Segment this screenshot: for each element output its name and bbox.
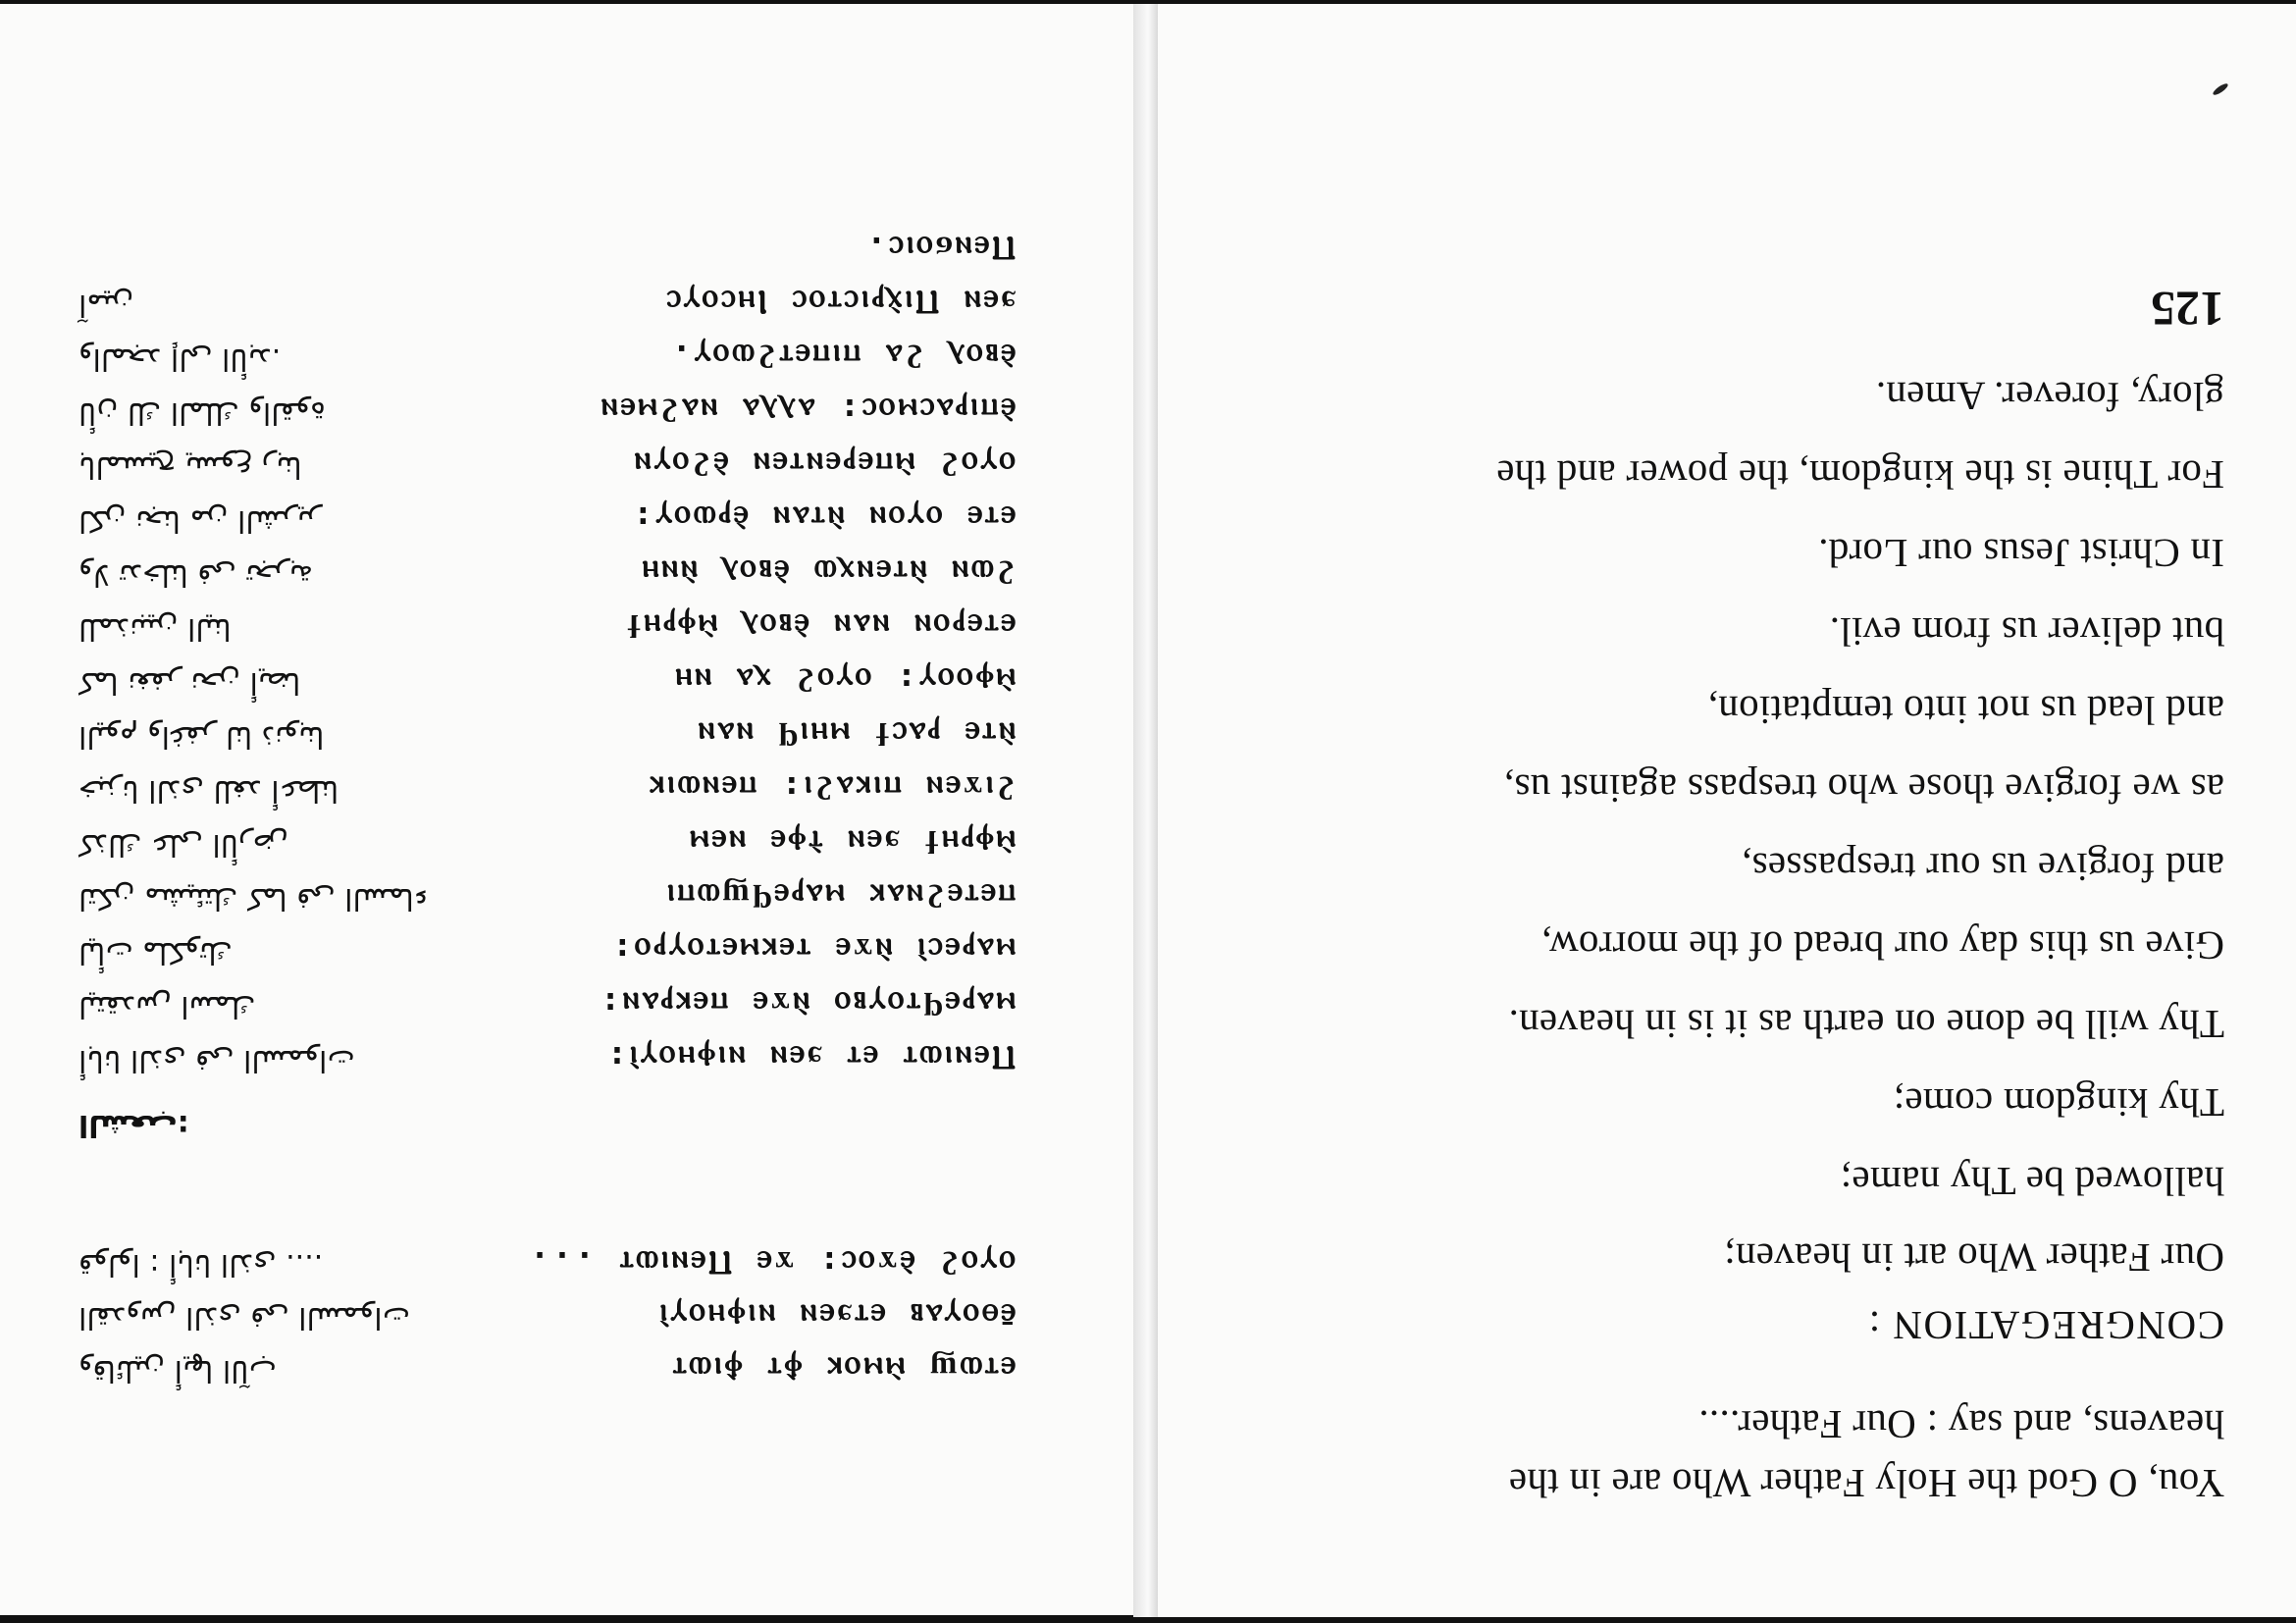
coptic-line: ⲟⲩⲟϩ ⲙ̀ⲡⲉⲣⲉⲛⲧⲉⲛ ⲉ̀ϩⲟⲩⲛ <box>631 445 1016 484</box>
arabic-line: ليأت ملكوتك <box>78 935 233 969</box>
arabic-line: لتكن مشيئتك كما فى السماء <box>78 881 428 916</box>
english-intro-line-1: You, O God the Holy Father Who are in the <box>1508 1461 2224 1506</box>
arabic-heading: الشعب: <box>78 1108 189 1142</box>
prayer-line: but deliver us from evil. <box>1829 609 2224 654</box>
prayer-line: Our Father Who art in heaven; <box>1723 1235 2224 1281</box>
arabic-line: بالمسيح يسوع ربنا <box>78 449 302 484</box>
coptic-line: Ⲡⲉⲛϭⲟⲓⲥ. <box>863 230 1016 268</box>
pen-mark <box>2212 81 2229 96</box>
arabic-line: ولا تدخلنا فى تجربة <box>78 557 314 592</box>
arabic-line: أبانا الذى فى السموات <box>78 1043 355 1077</box>
coptic-line: ⲙ̀ⲫⲣⲏϯ ϧⲉⲛ ⲧ̀ⲫⲉ ⲛⲉⲙ <box>687 823 1016 862</box>
arabic-line: والمجد إلى الأبد. <box>78 341 282 376</box>
prayer-line: as we forgive those who trespass against us, <box>1503 766 2224 812</box>
coptic-intro-line-1: ⲉⲧⲱϣ ⲙ̀ⲙⲟⲕ ⲫ̀ⲧ ⲫ̀ⲓⲱⲧ <box>669 1350 1016 1388</box>
prayer-line: glory, forever. Amen. <box>1875 374 2224 419</box>
book-spine <box>1133 0 1158 1623</box>
arabic-intro-line-1: وقائلين أيها الآب <box>78 1353 277 1387</box>
coptic-line: Ⲡⲉⲛⲓⲱⲧ ⲉⲧ ϧⲉⲛ ⲛⲓⲫⲏⲟⲩⲓ̀: <box>603 1039 1016 1077</box>
prayer-line: and lead us not into temptation, <box>1707 688 2224 733</box>
coptic-line: ⲙⲁⲣⲉⲥⲓ̀ ⲛ̀ϫⲉ ⲧⲉⲕⲙⲉⲧⲟⲩⲣⲟ: <box>609 931 1016 969</box>
english-page <box>1158 0 2296 1623</box>
coptic-line: ⲉⲧⲉⲣⲟⲛ ⲛⲁⲛ ⲉ̀ⲃⲟⲗ ⲙ̀ⲫⲣⲏϯ <box>623 607 1016 646</box>
prayer-line: hallowed be Thy name; <box>1840 1159 2224 1204</box>
arabic-line: للمذنبين الينا <box>78 611 232 646</box>
coptic-intro-line-3: ⲟⲩⲟϩ ⲉ̀ϫⲟⲥ: ϫⲉ Ⲡⲉⲛⲓⲱⲧ ... <box>527 1244 1016 1283</box>
arabic-line: كما نغفر نحن أيضا <box>78 665 301 700</box>
coptic-line: ⲉ̀ⲃⲟⲗ ϩⲁ ⲡⲓⲡⲉⲧϩⲱⲟⲩ. <box>668 338 1016 376</box>
arabic-intro-line-3: قولوا : أبانا الذى .... <box>78 1247 324 1282</box>
coptic-line: ⲛ̀ⲧⲉ ⲣⲁⲥϯ ⲙⲏⲓϥ ⲛⲁⲛ <box>695 715 1016 754</box>
arabic-intro-line-2: القدوس الذى فى السموات <box>78 1300 410 1335</box>
coptic-line: ⲉⲧⲉ ⲟⲩⲟⲛ ⲛ̀ⲧⲁⲛ ⲉ̀ⲣⲱⲟⲩ: <box>630 499 1016 538</box>
prayer-line: In Christ Jesus our Lord. <box>1817 531 2224 576</box>
coptic-line: ⲙⲁⲣⲉϥⲧⲟⲩⲃⲟ ⲛ̀ϫⲉ ⲡⲉⲕⲣⲁⲛ: <box>598 985 1016 1023</box>
arabic-line: لأن لك الملك والقوة <box>78 395 326 430</box>
coptic-line: ⲡⲉⲧⲉϩⲛⲁⲕ ⲙⲁⲣⲉϥϣⲱⲡⲓ <box>663 877 1016 916</box>
arabic-line: خبزنا الذى للغد أعطنا <box>78 773 339 808</box>
coptic-line: ⲉ̀ⲡⲓⲣⲁⲥⲙⲟⲥ: ⲁⲗⲗⲁ ⲛⲁϩⲙⲉⲛ <box>598 392 1016 430</box>
coptic-line: ϧⲉⲛ Ⲡⲓⲭ̀ⲣⲓⲥⲧⲟⲥ Ⲓⲏⲥⲟⲩⲥ <box>663 284 1016 322</box>
coptic-intro-line-2: ⲉ̄ⲑⲟⲩⲁⲃ ⲉⲧϧⲉⲛ ⲛⲓⲫⲏⲟⲩⲓ̀ <box>656 1297 1016 1335</box>
scan-edge-top <box>0 1617 2296 1623</box>
prayer-line: Thy kingdom come; <box>1893 1080 2224 1126</box>
congregation-heading: CONGREGATION : <box>1867 1303 2224 1348</box>
coptic-arabic-page <box>0 0 1133 1623</box>
arabic-line: اليوم واغفر لنا ذنوبنا <box>78 719 325 754</box>
page-number: 125 <box>2151 282 2224 337</box>
english-intro-line-2: heavens, and say : Our Father.... <box>1698 1402 2224 1447</box>
coptic-line: ϩⲱⲛ ⲛ̀ⲧⲉⲛⲭⲱ ⲉ̀ⲃⲟⲗ ⲛ̀ⲛⲏ <box>639 553 1016 592</box>
prayer-line: Thy will be done on earth as it is in heaven. <box>1508 1002 2224 1047</box>
coptic-line: ϩⲓϫⲉⲛ ⲡⲓⲕⲁϩⲓ: ⲡⲉⲛⲱⲓⲕ <box>646 769 1016 808</box>
arabic-line: كذلك على الأرض <box>78 827 288 862</box>
prayer-line: and forgive us our trespasses, <box>1741 845 2224 890</box>
prayer-line: Give us this day our bread of the morrow, <box>1540 923 2224 969</box>
arabic-line: لكن نجنا من الشرير <box>78 503 322 538</box>
prayer-line: For Thine is the kingdom, the power and the <box>1495 452 2224 497</box>
coptic-line: ⲙ̀ⲫⲟⲟⲩ: ⲟⲩⲟϩ ⲭⲁ ⲛⲏ <box>672 661 1016 700</box>
arabic-line: ليتقدس اسمك <box>78 989 256 1023</box>
scan-edge-bottom <box>0 0 2296 4</box>
arabic-line: آمين <box>78 288 134 322</box>
